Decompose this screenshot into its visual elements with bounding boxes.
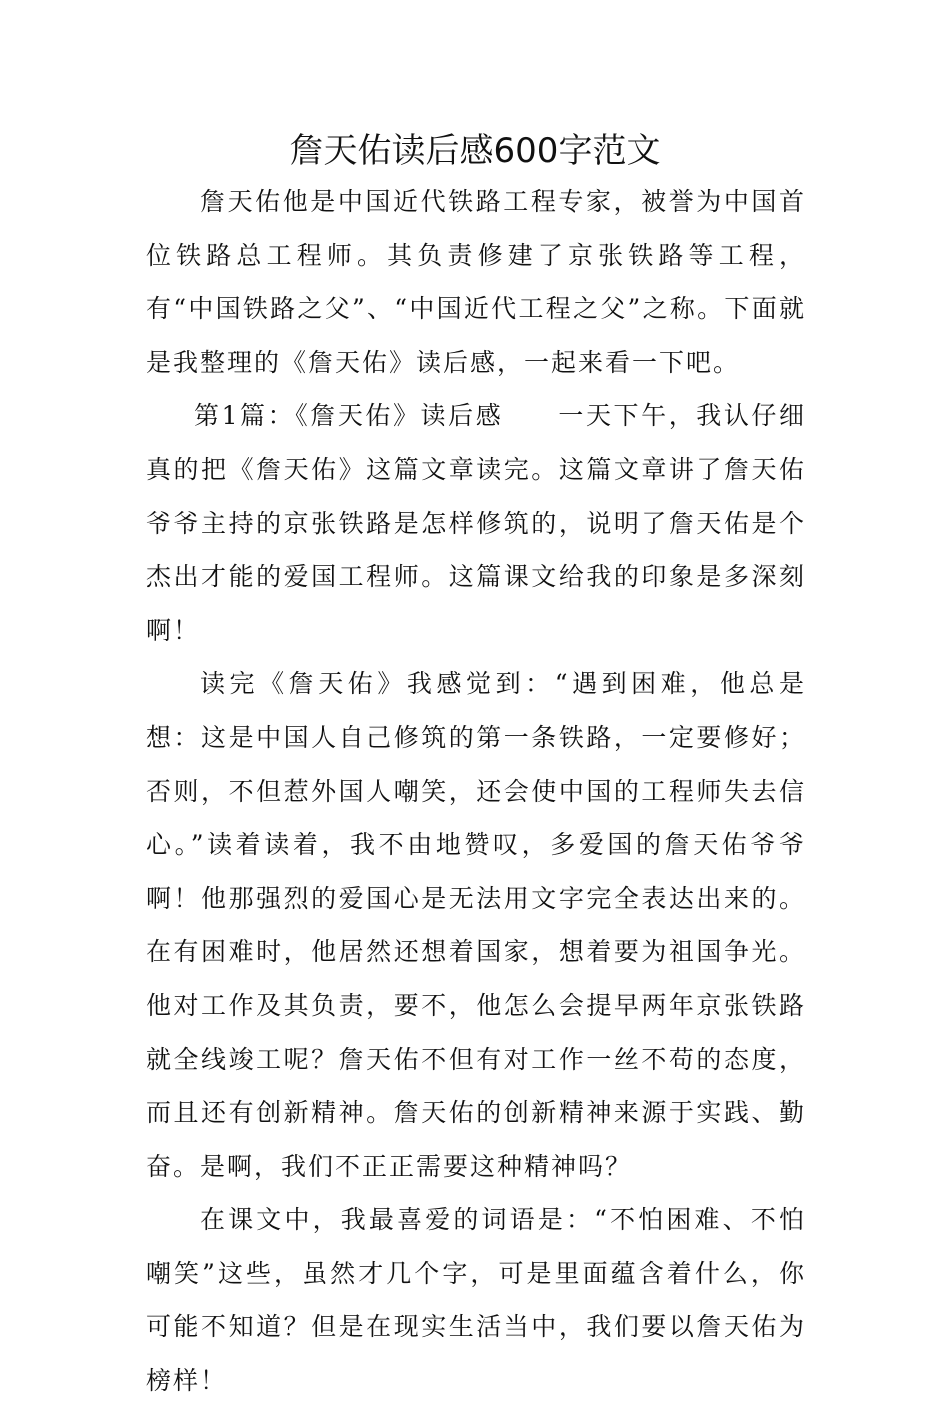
document-title: 詹天佑读后感600字范文 <box>289 131 661 171</box>
paragraph-intro: 詹天佑他是中国近代铁路工程专家，被誉为中国首位铁路总工程师。其负责修建了京张铁路等工程，有“中国铁路之父”、“中国近代工程之父”之称。下面就是我整理的《詹天佑》读后感，一起来看一下吧。 <box>146 187 806 377</box>
document-body <box>146 175 806 1408</box>
paragraph-favorite-words: 在课文中，我最喜爱的词语是：“不怕困难、不怕嘲笑”这些，虽然才几个字，可是里面蕴含着什么，你可能不知道？但是在现实生活当中，我们要以詹天佑为榜样！ <box>146 1205 806 1396</box>
paragraph-section-1: 第1篇：《詹天佑》读后感 一天下午，我认仔细真的把《詹天佑》这篇文章读完。这篇文章讲了詹天佑爷爷主持的京张铁路是怎样修筑的，说明了詹天佑是个杰出才能的爱国工程师。这篇课文给我的印象是多深刻啊！ <box>146 401 806 645</box>
paragraph-reflection: 读完《詹天佑》我感觉到：“遇到困难，他总是想：这是中国人自己修筑的第一条铁路，一定要修好；否则，不但惹外国人嘲笑，还会使中国的工程师失去信心。”读着读着，我不由地赞叹，多爱国的詹天佑爷爷啊！他那强烈的爱国心是无法用文字完全表达出来的。在有困难时，他居然还想着国家，想着要为祖国争光。他对工作及其负责，要不，他怎么会提早两年京张铁路就全线竣工呢？詹天佑不但有对工作一丝不苟的态度，而且还有创新精神。詹天佑的创新精神来源于实践、勤奋。是啊，我们不正正需要这种精神吗？ <box>146 669 806 1181</box>
